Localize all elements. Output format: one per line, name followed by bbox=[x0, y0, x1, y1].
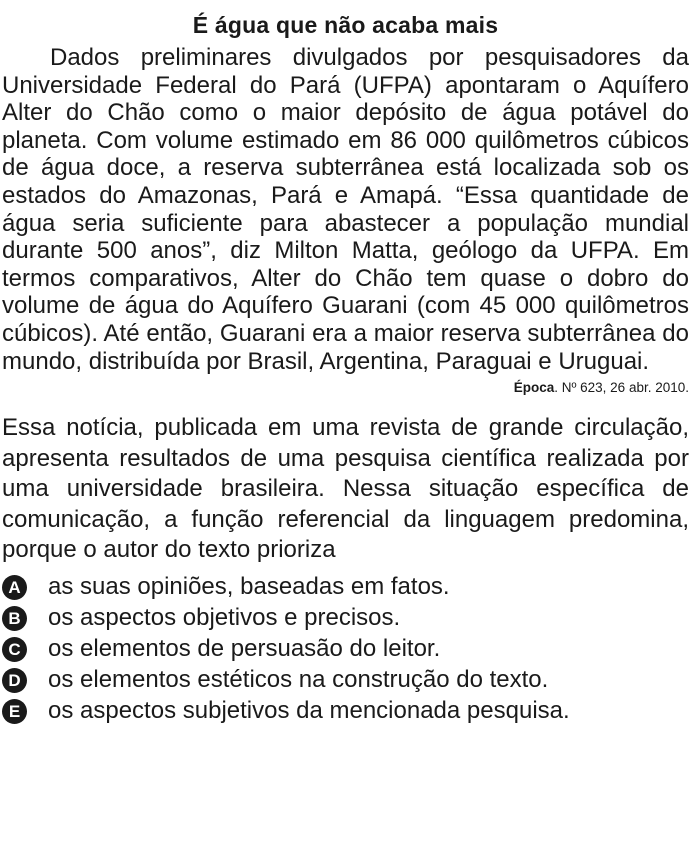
alternative-e-text: os aspectos subjetivos da mencionada pesquisa. bbox=[48, 697, 570, 725]
source-details: . Nº 623, 26 abr. 2010. bbox=[554, 380, 689, 396]
letter-c-badge: C bbox=[2, 637, 27, 662]
passage-source bbox=[2, 379, 689, 397]
exam-question bbox=[2, 0, 689, 727]
alternative-b[interactable] bbox=[2, 603, 689, 634]
letter-d-badge: D bbox=[2, 668, 27, 693]
alternative-d[interactable] bbox=[2, 665, 689, 696]
letter-a-badge: A bbox=[2, 575, 27, 600]
question-stem: Essa notícia, publicada em uma revista de grande circulação, apresenta resultados de uma pesquisa científica realizada por uma universidade brasileira. Nessa situação específica de comunicação, a função referencial da linguagem predomina, porque o autor do texto prioriza bbox=[2, 414, 689, 564]
letter-e-badge: E bbox=[2, 699, 27, 724]
alternative-c[interactable] bbox=[2, 634, 689, 665]
alternative-e[interactable] bbox=[2, 696, 689, 727]
letter-b-badge: B bbox=[2, 606, 27, 631]
alternative-a[interactable] bbox=[2, 572, 689, 603]
alternative-c-text: os elementos de persuasão do leitor. bbox=[48, 635, 441, 663]
alternative-d-text: os elementos estéticos na construção do texto. bbox=[48, 666, 549, 694]
alternatives-list bbox=[2, 572, 689, 727]
passage-text: Dados preliminares divulgados por pesquisadores da Universidade Federal do Pará (UFPA) apontaram o Aquífero Alter do Chão como o maior depósito de água potável do planeta. Com volume estimado em 86 000 quilômetros cúbicos de água doce, a reserva subterrânea está localizada sob os estados do Amazonas, Pará e Amapá. “Essa quantidade de água seria suficiente para abastecer a população mundial durante 500 anos”, diz Milton Matta, geólogo da UFPA. Em termos comparativos, Alter do Chão tem quase o dobro do volume de água do Aquífero Guarani (com 45 000 quilômetros cúbicos). Até então, Guarani era a maior reserva subterrânea do mundo, distribuída por Brasil, Argentina, Paraguai e Uruguai. bbox=[2, 44, 689, 375]
alternative-b-text: os aspectos objetivos e precisos. bbox=[48, 604, 401, 632]
source-name: Época bbox=[513, 380, 555, 396]
passage-title: É água que não acaba mais bbox=[192, 12, 499, 38]
alternative-a-text: as suas opiniões, baseadas em fatos. bbox=[48, 573, 450, 601]
